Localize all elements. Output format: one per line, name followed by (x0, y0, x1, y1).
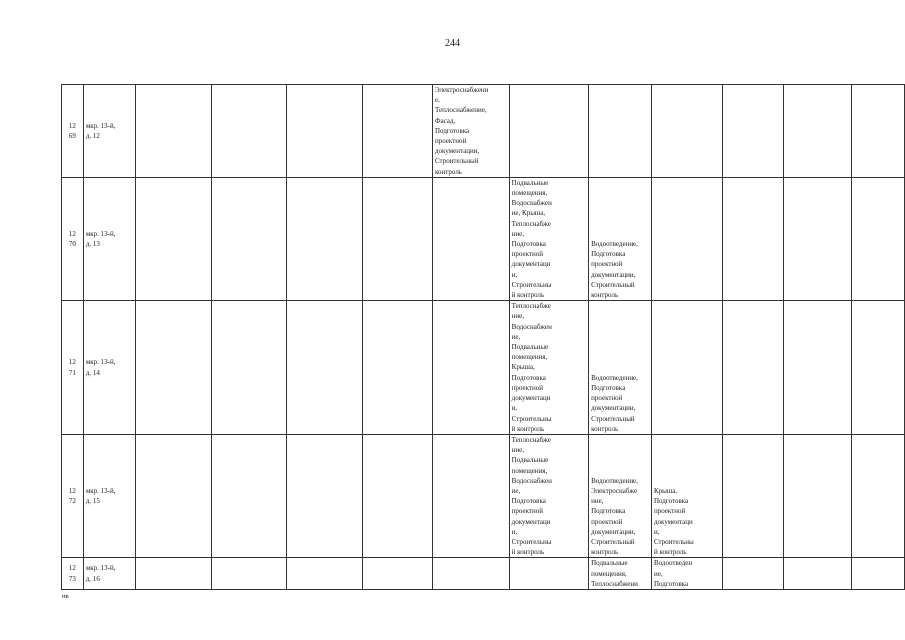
empty-cell (851, 177, 904, 300)
works-cell: Водоотведен ие, Подготовка (651, 558, 722, 590)
works-cell (509, 85, 588, 178)
empty-cell (783, 558, 851, 590)
empty-cell (722, 558, 783, 590)
empty-cell (362, 85, 432, 178)
works-cell: Подвальные помещения, Водоснабжен ие, Крыша, Теплоснабже ние, Подготовка проектной документаци и, Строительны й контроль (509, 177, 588, 300)
works-table (61, 84, 905, 590)
empty-cell (287, 177, 363, 300)
empty-cell (362, 558, 432, 590)
empty-cell (212, 301, 287, 435)
works-cell (651, 301, 722, 435)
empty-cell (287, 85, 363, 178)
empty-cell (722, 434, 783, 557)
address-cell: мкр. 13-й, д. 13 (83, 177, 135, 300)
empty-cell (851, 558, 904, 590)
row-number: 12 70 (62, 177, 84, 300)
empty-cell (362, 301, 432, 435)
table-row (62, 558, 905, 590)
footer-mark: нв (62, 593, 69, 600)
address-cell: мкр. 13-й, д. 12 (83, 85, 135, 178)
address-cell: мкр. 13-й, д. 15 (83, 434, 135, 557)
works-cell: Крыша, Подготовка проектной документаци и, Строительны й контроль (651, 434, 722, 557)
empty-cell (851, 434, 904, 557)
works-cell (432, 177, 509, 300)
empty-cell (722, 177, 783, 300)
empty-cell (783, 85, 851, 178)
empty-cell (287, 301, 363, 435)
works-cell: Водоотведение, Подготовка проектной документации, Строительный контроль (589, 301, 652, 435)
empty-cell (136, 558, 212, 590)
row-number: 12 71 (62, 301, 84, 435)
row-number: 12 73 (62, 558, 84, 590)
works-cell: Электроснабжени e, Теплоснабжение, Фасад, Подготовка проектной документации, Строительный контроль (432, 85, 509, 178)
empty-cell (851, 301, 904, 435)
table-row (62, 177, 905, 300)
works-cell: Подвальные помещения, Теплоснабжени (589, 558, 652, 590)
row-number: 12 69 (62, 85, 84, 178)
works-cell (432, 558, 509, 590)
works-cell (509, 558, 588, 590)
table-row (62, 85, 905, 178)
empty-cell (722, 85, 783, 178)
empty-cell (783, 434, 851, 557)
table-row (62, 434, 905, 557)
works-cell: Теплоснабже ние, Водоснабжен ие, Подвальные помещения, Крыша, Подготовка проектной документаци и, Строительны й контроль (509, 301, 588, 435)
works-cell (432, 301, 509, 435)
works-cell: Водоотведение, Электроснабже ние, Подготовка проектной документации, Строительный контроль (589, 434, 652, 557)
empty-cell (851, 85, 904, 178)
row-number: 12 72 (62, 434, 84, 557)
empty-cell (783, 301, 851, 435)
empty-cell (136, 301, 212, 435)
empty-cell (362, 177, 432, 300)
page-number: 244 (445, 38, 460, 49)
address-cell: мкр. 13-й, д. 16 (83, 558, 135, 590)
works-cell (651, 85, 722, 178)
works-cell (432, 434, 509, 557)
empty-cell (783, 177, 851, 300)
works-cell: Теплоснабже ние, Подвальные помещения, Водоснабжен ие, Подготовка проектной документаци и, Строительны й контроль (509, 434, 588, 557)
works-cell (589, 85, 652, 178)
address-cell: мкр. 13-й, д. 14 (83, 301, 135, 435)
works-cell (651, 177, 722, 300)
empty-cell (136, 177, 212, 300)
empty-cell (212, 434, 287, 557)
table-row (62, 301, 905, 435)
empty-cell (136, 85, 212, 178)
empty-cell (362, 434, 432, 557)
empty-cell (287, 434, 363, 557)
empty-cell (722, 301, 783, 435)
works-cell: Водоотведение, Подготовка проектной документации, Строительный контроль (589, 177, 652, 300)
empty-cell (287, 558, 363, 590)
empty-cell (136, 434, 212, 557)
empty-cell (212, 177, 287, 300)
empty-cell (212, 558, 287, 590)
empty-cell (212, 85, 287, 178)
